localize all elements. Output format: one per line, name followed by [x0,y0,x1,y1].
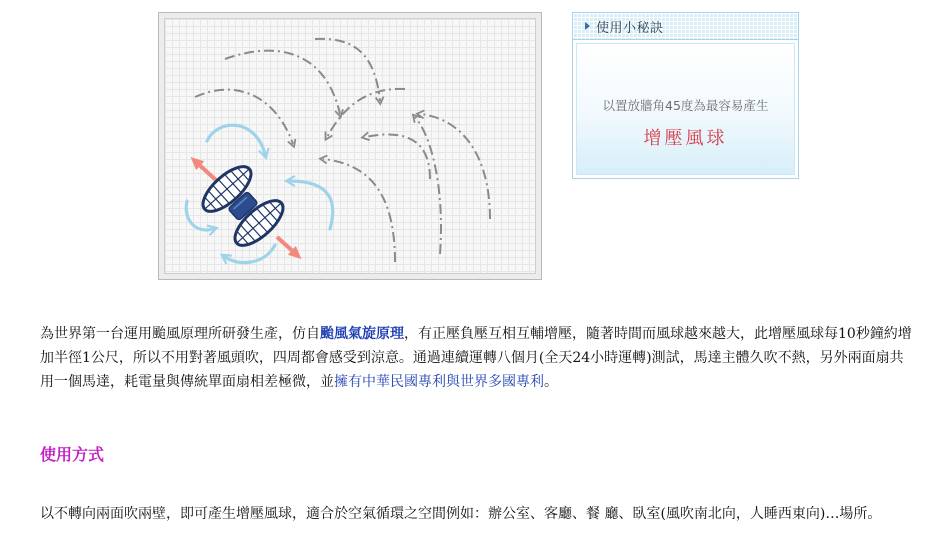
description-text-2: ，有正壓負壓互相互輔增壓，隨著時間而風球越來越大，此增壓風球每10秒鐘約增加半徑1公尺，所以不用對著風頭吹，四周都會感受到涼意。通過連續運轉八個月(全天24小時運轉)測試，馬達主體久吹不熱，另外兩面扇共用一個馬達，耗電量與傳統單面扇相差極微，並 [40,326,912,390]
patent-link[interactable]: 擁有中華民國專利與世界多國專利 [334,374,544,390]
usage-tips-text: 以置放牆角45度為最容易產生 [602,98,769,113]
airflow-diagram [158,12,542,280]
usage-tips-body [576,43,795,175]
usage-tips-highlight: 增壓風球 [643,128,728,149]
usage-tips-title: 使用小秘訣 [596,20,664,36]
airflow-illustration [165,19,536,274]
usage-tips-box [572,12,799,179]
description-text-3: 。 [544,374,558,390]
usage-tips-header [573,13,798,40]
description-text-1: 為世界第一台運用颱風原理所研發生產，仿自 [40,326,320,342]
usage-instructions: 以不轉向兩面吹兩壁，即可產生增壓風球，適合於空氣循環之空間例如：辦公室、客廳、餐 廳、臥室(風吹南北向，人睡西東向)…場所。 [40,506,882,522]
usage-section-title: 使用方式 [40,445,105,464]
airflow-diagram-grid [164,18,536,274]
product-description [40,322,916,394]
triangle-bullet-icon [585,22,590,30]
typhoon-principle-highlight: 颱風氣旋原理 [320,326,404,342]
